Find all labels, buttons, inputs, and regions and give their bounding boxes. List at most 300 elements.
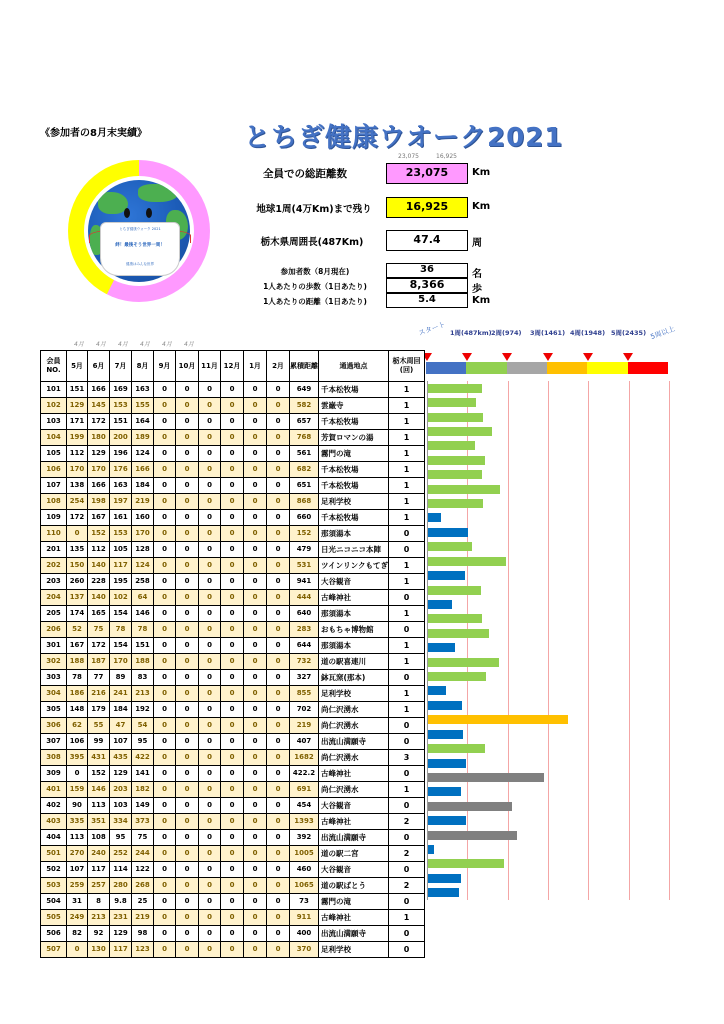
month-distance-cell: 0 bbox=[154, 558, 176, 574]
month-distance-cell: 64 bbox=[132, 590, 154, 606]
month-distance-cell: 0 bbox=[267, 542, 290, 558]
month-distance-cell: 0 bbox=[221, 798, 244, 814]
month-distance-cell: 0 bbox=[221, 942, 244, 958]
passing-point-cell: 尚仁沢湧水 bbox=[319, 718, 389, 734]
month-distance-cell: 0 bbox=[267, 686, 290, 702]
passing-point-cell: 那須湯本 bbox=[319, 638, 389, 654]
laps-cell: 0 bbox=[389, 622, 425, 638]
passing-point-cell: 鉢瓦窯(那本) bbox=[319, 670, 389, 686]
month-distance-cell: 0 bbox=[244, 750, 267, 766]
month-distance-cell: 0 bbox=[221, 878, 244, 894]
month-distance-cell: 152 bbox=[88, 526, 110, 542]
month-distance-cell: 422 bbox=[132, 750, 154, 766]
month-distance-cell: 0 bbox=[244, 734, 267, 750]
month-distance-cell: 145 bbox=[88, 398, 110, 414]
month-distance-cell: 62 bbox=[67, 718, 88, 734]
month-distance-cell: 0 bbox=[221, 750, 244, 766]
month-distance-cell: 0 bbox=[199, 542, 221, 558]
month-distance-cell: 0 bbox=[267, 622, 290, 638]
month-distance-cell: 0 bbox=[244, 670, 267, 686]
month-distance-cell: 0 bbox=[176, 510, 199, 526]
distance-bar bbox=[428, 759, 466, 768]
month-distance-cell: 0 bbox=[154, 670, 176, 686]
distance-bar bbox=[428, 586, 481, 595]
month-note: 4月 bbox=[96, 341, 106, 348]
month-distance-cell: 55 bbox=[88, 718, 110, 734]
month-distance-cell: 240 bbox=[88, 846, 110, 862]
distance-bar bbox=[428, 441, 475, 450]
month-distance-cell: 151 bbox=[132, 638, 154, 654]
total-distance-cell: 327 bbox=[290, 670, 319, 686]
member-no-cell: 507 bbox=[41, 942, 67, 958]
month-distance-cell: 0 bbox=[244, 654, 267, 670]
month-distance-cell: 31 bbox=[67, 894, 88, 910]
month-distance-cell: 112 bbox=[88, 542, 110, 558]
month-distance-cell: 203 bbox=[110, 782, 132, 798]
month-distance-cell: 334 bbox=[110, 814, 132, 830]
month-distance-cell: 148 bbox=[67, 702, 88, 718]
column-header: 栃木周回(回) bbox=[389, 351, 425, 382]
month-distance-cell: 0 bbox=[267, 798, 290, 814]
month-distance-cell: 0 bbox=[154, 526, 176, 542]
month-distance-cell: 0 bbox=[176, 942, 199, 958]
month-distance-cell: 82 bbox=[67, 926, 88, 942]
distance-bar bbox=[428, 427, 492, 436]
column-header: 7月 bbox=[110, 351, 132, 382]
table-row bbox=[41, 638, 425, 654]
total-distance-cell: 768 bbox=[290, 430, 319, 446]
table-row bbox=[41, 446, 425, 462]
month-distance-cell: 241 bbox=[110, 686, 132, 702]
month-distance-cell: 189 bbox=[132, 430, 154, 446]
member-no-cell: 203 bbox=[41, 574, 67, 590]
month-distance-cell: 0 bbox=[221, 446, 244, 462]
month-distance-cell: 83 bbox=[132, 670, 154, 686]
stat-label-remaining: 地球1周(4万Km)まで残り bbox=[256, 204, 372, 215]
table-row bbox=[41, 798, 425, 814]
month-distance-cell: 179 bbox=[88, 702, 110, 718]
month-distance-cell: 216 bbox=[88, 686, 110, 702]
passing-point-cell: 大谷観音 bbox=[319, 574, 389, 590]
chart-gridline bbox=[508, 381, 509, 900]
month-distance-cell: 0 bbox=[154, 494, 176, 510]
lap-label-3: 3周(1461) bbox=[530, 329, 566, 337]
month-distance-cell: 0 bbox=[154, 478, 176, 494]
month-distance-cell: 0 bbox=[221, 926, 244, 942]
month-distance-cell: 167 bbox=[88, 510, 110, 526]
month-distance-cell: 0 bbox=[221, 894, 244, 910]
month-distance-cell: 112 bbox=[67, 446, 88, 462]
month-distance-cell: 0 bbox=[221, 814, 244, 830]
month-distance-cell: 0 bbox=[244, 862, 267, 878]
mask-text: とちぎ健康ウォーク 2021 bbox=[119, 227, 161, 231]
month-distance-cell: 161 bbox=[110, 510, 132, 526]
member-no-cell: 309 bbox=[41, 766, 67, 782]
month-distance-cell: 197 bbox=[110, 494, 132, 510]
month-distance-cell: 0 bbox=[221, 606, 244, 622]
month-distance-cell: 0 bbox=[199, 446, 221, 462]
month-distance-cell: 0 bbox=[244, 542, 267, 558]
marker-triangle-icon bbox=[623, 353, 633, 361]
distance-bar bbox=[428, 499, 483, 508]
month-distance-cell: 171 bbox=[67, 414, 88, 430]
passing-point-cell: 霧門の滝 bbox=[319, 894, 389, 910]
laps-cell: 0 bbox=[389, 670, 425, 686]
month-distance-cell: 124 bbox=[132, 558, 154, 574]
month-distance-cell: 0 bbox=[221, 382, 244, 398]
member-no-cell: 308 bbox=[41, 750, 67, 766]
month-distance-cell: 258 bbox=[132, 574, 154, 590]
tiny-note-remaining: 16,925 bbox=[436, 153, 457, 160]
table-row bbox=[41, 942, 425, 958]
month-distance-cell: 0 bbox=[176, 462, 199, 478]
month-distance-cell: 0 bbox=[154, 398, 176, 414]
marker-triangle-icon bbox=[502, 353, 512, 361]
month-distance-cell: 0 bbox=[154, 574, 176, 590]
month-distance-cell: 117 bbox=[110, 558, 132, 574]
month-distance-cell: 0 bbox=[199, 606, 221, 622]
total-distance-cell: 702 bbox=[290, 702, 319, 718]
table-row bbox=[41, 590, 425, 606]
month-distance-cell: 187 bbox=[88, 654, 110, 670]
month-distance-cell: 75 bbox=[132, 830, 154, 846]
member-no-cell: 110 bbox=[41, 526, 67, 542]
month-distance-cell: 174 bbox=[67, 606, 88, 622]
segment-lap4 bbox=[587, 362, 627, 374]
laps-cell: 1 bbox=[389, 478, 425, 494]
table-row bbox=[41, 510, 425, 526]
month-distance-cell: 0 bbox=[199, 510, 221, 526]
chart-gridline bbox=[588, 381, 589, 900]
total-distance-cell: 732 bbox=[290, 654, 319, 670]
total-distance-cell: 691 bbox=[290, 782, 319, 798]
month-distance-cell: 0 bbox=[267, 382, 290, 398]
month-distance-cell: 167 bbox=[67, 638, 88, 654]
laps-cell: 1 bbox=[389, 686, 425, 702]
laps-cell: 2 bbox=[389, 814, 425, 830]
month-distance-cell: 188 bbox=[67, 654, 88, 670]
month-distance-cell: 0 bbox=[176, 782, 199, 798]
month-note: 4月 bbox=[162, 341, 172, 348]
month-distance-cell: 0 bbox=[176, 814, 199, 830]
month-distance-cell: 0 bbox=[199, 638, 221, 654]
month-distance-cell: 0 bbox=[176, 622, 199, 638]
month-distance-cell: 0 bbox=[267, 878, 290, 894]
member-no-cell: 205 bbox=[41, 606, 67, 622]
laps-cell: 1 bbox=[389, 654, 425, 670]
month-distance-cell: 0 bbox=[267, 574, 290, 590]
month-distance-cell: 0 bbox=[199, 702, 221, 718]
laps-cell: 0 bbox=[389, 862, 425, 878]
month-distance-cell: 186 bbox=[67, 686, 88, 702]
month-distance-cell: 0 bbox=[154, 542, 176, 558]
distance-bar bbox=[428, 845, 434, 854]
month-distance-cell: 0 bbox=[199, 590, 221, 606]
month-distance-cell: 0 bbox=[267, 814, 290, 830]
total-distance-cell: 855 bbox=[290, 686, 319, 702]
member-no-cell: 108 bbox=[41, 494, 67, 510]
month-distance-cell: 0 bbox=[221, 702, 244, 718]
month-distance-cell: 0 bbox=[154, 942, 176, 958]
distance-bar bbox=[428, 802, 512, 811]
month-distance-cell: 0 bbox=[267, 558, 290, 574]
member-no-cell: 206 bbox=[41, 622, 67, 638]
table-row bbox=[41, 654, 425, 670]
month-distance-cell: 146 bbox=[88, 782, 110, 798]
month-distance-cell: 137 bbox=[67, 590, 88, 606]
month-distance-cell: 153 bbox=[110, 398, 132, 414]
distance-bar bbox=[428, 557, 506, 566]
passing-point-cell: 雲巌寺 bbox=[319, 398, 389, 414]
month-distance-cell: 0 bbox=[176, 830, 199, 846]
passing-point-cell: 千本松牧場 bbox=[319, 414, 389, 430]
distance-bar bbox=[428, 629, 489, 638]
passing-point-cell: 古峰神社 bbox=[319, 814, 389, 830]
month-distance-cell: 196 bbox=[110, 446, 132, 462]
month-distance-cell: 0 bbox=[267, 670, 290, 686]
month-distance-cell: 129 bbox=[110, 926, 132, 942]
month-distance-cell: 0 bbox=[176, 638, 199, 654]
table-row bbox=[41, 846, 425, 862]
month-distance-cell: 0 bbox=[244, 830, 267, 846]
month-distance-cell: 117 bbox=[110, 942, 132, 958]
month-distance-cell: 0 bbox=[267, 638, 290, 654]
month-distance-cell: 0 bbox=[199, 414, 221, 430]
month-distance-cell: 124 bbox=[132, 446, 154, 462]
member-no-cell: 204 bbox=[41, 590, 67, 606]
month-distance-cell: 152 bbox=[88, 766, 110, 782]
passing-point-cell: 那須湯本 bbox=[319, 526, 389, 542]
month-distance-cell: 95 bbox=[110, 830, 132, 846]
mask-text: 健康はみんな世界 bbox=[126, 262, 154, 266]
laps-cell: 3 bbox=[389, 750, 425, 766]
month-distance-cell: 249 bbox=[67, 910, 88, 926]
month-note: 4月 bbox=[184, 341, 194, 348]
month-distance-cell: 373 bbox=[132, 814, 154, 830]
lap-scale-bar bbox=[426, 362, 668, 374]
month-distance-cell: 219 bbox=[132, 494, 154, 510]
month-distance-cell: 0 bbox=[244, 942, 267, 958]
passing-point-cell: ツインリンクもてぎ bbox=[319, 558, 389, 574]
month-distance-cell: 0 bbox=[267, 830, 290, 846]
month-distance-cell: 0 bbox=[244, 382, 267, 398]
month-distance-cell: 0 bbox=[244, 894, 267, 910]
month-distance-cell: 105 bbox=[110, 542, 132, 558]
month-distance-cell: 129 bbox=[110, 766, 132, 782]
month-distance-cell: 0 bbox=[244, 558, 267, 574]
table-row bbox=[41, 686, 425, 702]
month-distance-cell: 0 bbox=[176, 878, 199, 894]
month-distance-cell: 0 bbox=[154, 926, 176, 942]
table-row bbox=[41, 574, 425, 590]
month-distance-cell: 0 bbox=[154, 830, 176, 846]
eye-icon bbox=[124, 208, 130, 218]
table-row bbox=[41, 382, 425, 398]
laps-cell: 1 bbox=[389, 558, 425, 574]
column-header: 2月 bbox=[267, 351, 290, 382]
passing-point-cell: 霧門の滝 bbox=[319, 446, 389, 462]
month-distance-cell: 199 bbox=[67, 430, 88, 446]
total-distance-cell: 392 bbox=[290, 830, 319, 846]
month-distance-cell: 172 bbox=[88, 414, 110, 430]
month-distance-cell: 0 bbox=[176, 558, 199, 574]
distance-bar bbox=[428, 816, 466, 825]
laps-cell: 1 bbox=[389, 702, 425, 718]
distance-bar bbox=[428, 715, 568, 724]
tiny-note-total: 23,075 bbox=[398, 153, 419, 160]
month-distance-cell: 0 bbox=[244, 478, 267, 494]
month-distance-cell: 0 bbox=[176, 382, 199, 398]
laps-cell: 2 bbox=[389, 878, 425, 894]
stat-label-laps: 栃木県周囲長(487Km) bbox=[260, 237, 364, 248]
member-no-cell: 502 bbox=[41, 862, 67, 878]
month-distance-cell: 0 bbox=[199, 430, 221, 446]
month-distance-cell: 165 bbox=[88, 606, 110, 622]
month-distance-cell: 0 bbox=[221, 686, 244, 702]
month-distance-cell: 172 bbox=[88, 638, 110, 654]
laps-cell: 1 bbox=[389, 446, 425, 462]
month-distance-cell: 0 bbox=[267, 462, 290, 478]
month-distance-cell: 213 bbox=[132, 686, 154, 702]
month-distance-cell: 47 bbox=[110, 718, 132, 734]
member-no-cell: 503 bbox=[41, 878, 67, 894]
member-no-cell: 306 bbox=[41, 718, 67, 734]
distance-bar bbox=[428, 658, 499, 667]
table-row bbox=[41, 526, 425, 542]
month-distance-cell: 219 bbox=[132, 910, 154, 926]
distance-bar bbox=[428, 384, 482, 393]
month-distance-cell: 0 bbox=[267, 894, 290, 910]
segment-lap1 bbox=[466, 362, 506, 374]
month-note: 4月 bbox=[140, 341, 150, 348]
marker-triangle-icon bbox=[543, 353, 553, 361]
distance-bar bbox=[428, 470, 482, 479]
month-distance-cell: 0 bbox=[154, 638, 176, 654]
total-distance-cell: 454 bbox=[290, 798, 319, 814]
member-no-cell: 504 bbox=[41, 894, 67, 910]
total-distance-cell: 651 bbox=[290, 478, 319, 494]
member-no-cell: 103 bbox=[41, 414, 67, 430]
month-distance-cell: 188 bbox=[132, 654, 154, 670]
table-row bbox=[41, 750, 425, 766]
month-distance-cell: 0 bbox=[244, 814, 267, 830]
month-distance-cell: 154 bbox=[110, 638, 132, 654]
laps-cell: 0 bbox=[389, 894, 425, 910]
table-row bbox=[41, 878, 425, 894]
passing-point-cell: 道の駅喜連川 bbox=[319, 654, 389, 670]
month-distance-cell: 0 bbox=[199, 686, 221, 702]
month-distance-cell: 95 bbox=[132, 734, 154, 750]
stat-unit-steps: 歩 bbox=[472, 284, 482, 295]
month-distance-cell: 0 bbox=[154, 446, 176, 462]
month-distance-cell: 0 bbox=[244, 846, 267, 862]
month-distance-cell: 0 bbox=[244, 782, 267, 798]
month-distance-cell: 0 bbox=[176, 702, 199, 718]
distance-bar bbox=[428, 672, 486, 681]
table-row bbox=[41, 862, 425, 878]
total-distance-cell: 479 bbox=[290, 542, 319, 558]
month-distance-cell: 0 bbox=[199, 846, 221, 862]
passing-point-cell: 尚仁沢湧水 bbox=[319, 750, 389, 766]
table-row bbox=[41, 894, 425, 910]
month-distance-cell: 0 bbox=[176, 494, 199, 510]
passing-point-cell: 千本松牧場 bbox=[319, 478, 389, 494]
member-no-cell: 506 bbox=[41, 926, 67, 942]
month-distance-cell: 0 bbox=[154, 734, 176, 750]
month-distance-cell: 0 bbox=[154, 910, 176, 926]
month-distance-cell: 0 bbox=[199, 494, 221, 510]
month-distance-cell: 0 bbox=[244, 430, 267, 446]
month-distance-cell: 0 bbox=[199, 558, 221, 574]
stat-label-distance: 1人あたりの距離（1日あたり) bbox=[263, 297, 367, 306]
month-distance-cell: 0 bbox=[244, 718, 267, 734]
month-distance-cell: 0 bbox=[199, 398, 221, 414]
month-distance-cell: 270 bbox=[67, 846, 88, 862]
laps-cell: 0 bbox=[389, 526, 425, 542]
month-distance-cell: 0 bbox=[176, 846, 199, 862]
month-distance-cell: 140 bbox=[88, 558, 110, 574]
month-distance-cell: 0 bbox=[244, 686, 267, 702]
table-row bbox=[41, 558, 425, 574]
total-distance-cell: 561 bbox=[290, 446, 319, 462]
month-distance-cell: 0 bbox=[244, 494, 267, 510]
month-distance-cell: 0 bbox=[176, 766, 199, 782]
total-distance-cell: 407 bbox=[290, 734, 319, 750]
month-distance-cell: 0 bbox=[267, 590, 290, 606]
column-header: 通過地点 bbox=[319, 351, 389, 382]
month-distance-cell: 107 bbox=[110, 734, 132, 750]
month-distance-cell: 0 bbox=[199, 526, 221, 542]
distance-bar bbox=[428, 528, 468, 537]
month-distance-cell: 166 bbox=[88, 382, 110, 398]
passing-point-cell: おもちゃ博物館 bbox=[319, 622, 389, 638]
laps-cell: 2 bbox=[389, 846, 425, 862]
month-distance-cell: 0 bbox=[267, 414, 290, 430]
month-distance-cell: 0 bbox=[221, 670, 244, 686]
month-distance-cell: 163 bbox=[132, 382, 154, 398]
month-distance-cell: 135 bbox=[67, 542, 88, 558]
stat-value-distance: 5.4 bbox=[386, 293, 468, 308]
column-header: 9月 bbox=[154, 351, 176, 382]
passing-point-cell: 千本松牧場 bbox=[319, 462, 389, 478]
distance-bar bbox=[428, 614, 482, 623]
total-distance-cell: 219 bbox=[290, 718, 319, 734]
passing-point-cell: 道の駅ばとう bbox=[319, 878, 389, 894]
laps-cell: 0 bbox=[389, 942, 425, 958]
chart-gridline bbox=[669, 381, 670, 900]
table-row bbox=[41, 830, 425, 846]
month-distance-cell: 0 bbox=[176, 654, 199, 670]
month-distance-cell: 8 bbox=[88, 894, 110, 910]
month-distance-cell: 0 bbox=[221, 542, 244, 558]
month-distance-cell: 166 bbox=[88, 478, 110, 494]
laps-cell: 1 bbox=[389, 398, 425, 414]
month-distance-cell: 182 bbox=[132, 782, 154, 798]
month-distance-cell: 0 bbox=[154, 798, 176, 814]
total-distance-cell: 370 bbox=[290, 942, 319, 958]
laps-cell: 0 bbox=[389, 542, 425, 558]
month-distance-cell: 103 bbox=[110, 798, 132, 814]
month-distance-cell: 117 bbox=[88, 862, 110, 878]
month-distance-cell: 113 bbox=[88, 798, 110, 814]
month-distance-cell: 0 bbox=[244, 462, 267, 478]
month-distance-cell: 0 bbox=[154, 430, 176, 446]
month-distance-cell: 0 bbox=[176, 430, 199, 446]
total-distance-cell: 460 bbox=[290, 862, 319, 878]
month-distance-cell: 151 bbox=[67, 382, 88, 398]
month-distance-cell: 0 bbox=[199, 926, 221, 942]
distance-bar bbox=[428, 456, 485, 465]
